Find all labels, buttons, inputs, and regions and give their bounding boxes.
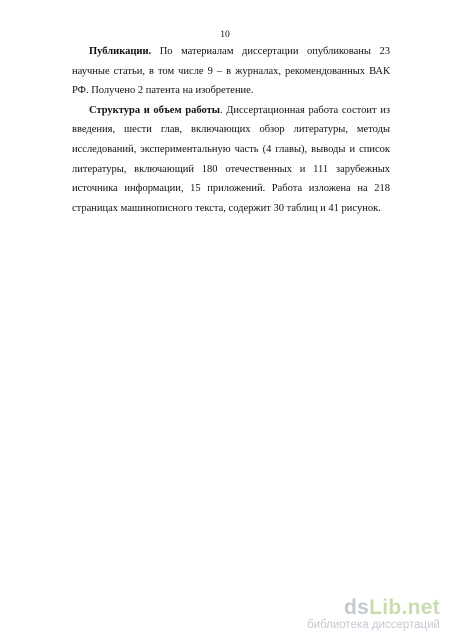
dslib-logo xyxy=(307,597,440,618)
logo-prefix: ds xyxy=(343,595,370,619)
publications-text: По материалам диссертации опубликованы 23 научные статьи, в том числе 9 – в журналах, рекомендованных ВАК РФ. Получено 2 патента на изобретение. xyxy=(72,46,390,97)
publications-heading: Публикации. xyxy=(89,46,152,57)
structure-text: . Диссертационная работа состоит из введения, шести глав, включающих обзор литературы, методы исследований, экспериментальную часть (4 главы), выводы и список литературы, включающий 180 отечественных и 111 зарубежных источника информации, 15 приложений. Работа изложена на 218 страницах машинописного текста, содержит 30 таблиц и 41 рисунок. xyxy=(72,104,390,214)
dslib-tagline: библиотека диссертаций xyxy=(307,618,440,631)
structure-heading: Структура и объем работы xyxy=(89,104,220,116)
logo-suffix: Lib.net xyxy=(369,595,440,619)
dslib-watermark xyxy=(307,597,440,632)
publications-paragraph xyxy=(72,42,390,101)
structure-paragraph xyxy=(72,101,390,219)
document-body xyxy=(72,42,390,218)
page-number: 10 xyxy=(220,30,230,40)
